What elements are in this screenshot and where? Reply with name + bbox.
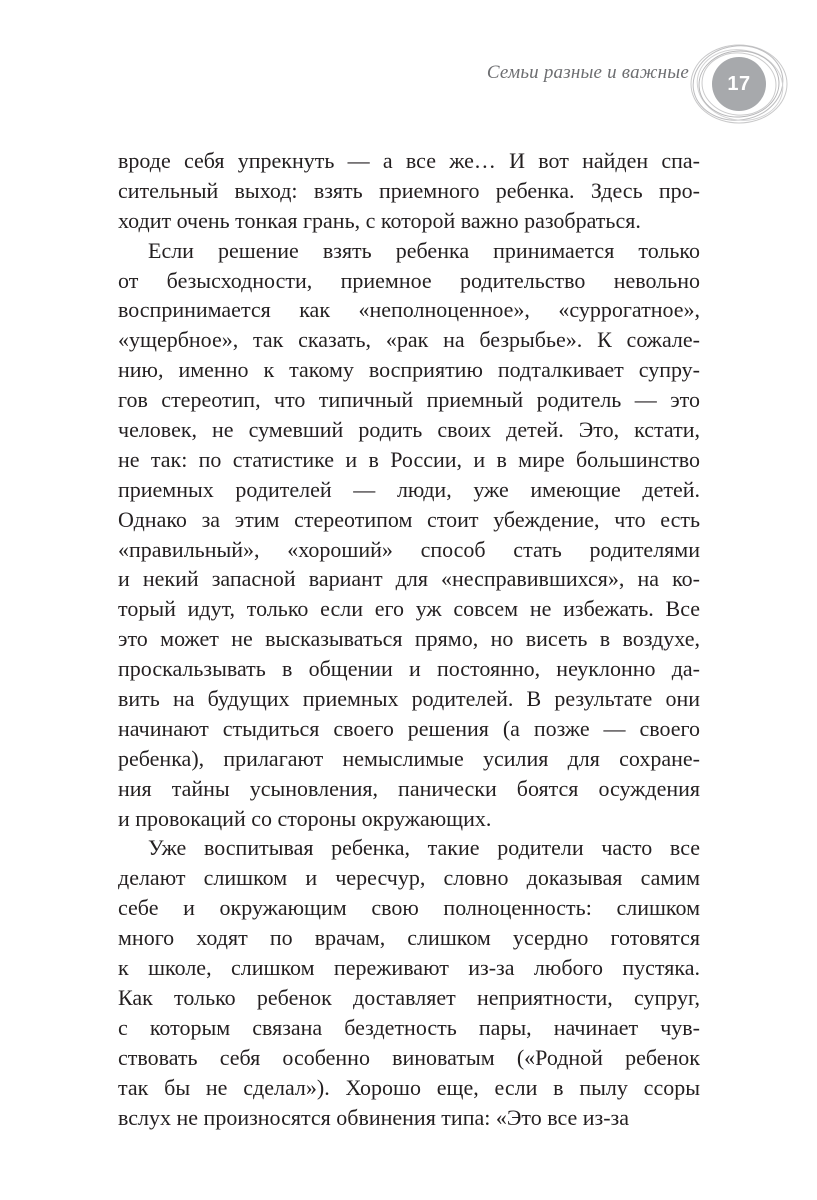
paragraph bbox=[118, 236, 700, 834]
text-line: это может не высказываться прямо, но висеть в воздухе, bbox=[118, 626, 700, 652]
text-line: нию, именно к такому восприятию подталкивает супру- bbox=[118, 357, 700, 383]
paragraph bbox=[118, 833, 700, 1132]
text-line: «ущербное», так сказать, «рак на безрыбье». К сожале- bbox=[118, 327, 700, 353]
text-line: и некий запасной вариант для «несправившихся», на ко- bbox=[118, 566, 700, 592]
page-number-badge bbox=[687, 42, 791, 126]
text-line: вроде себя упрекнуть — а все же… И вот найден спа- bbox=[118, 148, 700, 173]
text-line: ствовать себя особенно виноватым («Родной ребенок bbox=[118, 1044, 700, 1070]
text-line: проскальзывать в общении и постоянно, неуклонно да- bbox=[118, 656, 700, 682]
text-line: гов стереотип, что типичный приемный родитель — это bbox=[118, 387, 700, 413]
text-line: много ходят по врачам, слишком усердно готовятся bbox=[118, 925, 700, 951]
text-line: и провокаций со стороны окружающих. bbox=[118, 805, 492, 831]
running-title: Семьи разные и важные bbox=[486, 62, 689, 83]
text-line: себе и окружающим свою полноценность: слишком bbox=[118, 895, 700, 921]
text-line: ния тайны усыновления, панически боятся осуждения bbox=[118, 775, 700, 801]
text-line: вслух не произносятся обвинения типа: «Это все из-за bbox=[118, 1104, 629, 1130]
text-line: так бы не сделал»). Хорошо еще, если в пылу ссоры bbox=[118, 1074, 700, 1100]
text-line: не так: по статистике и в России, и в мире большинство bbox=[118, 446, 700, 472]
text-line: Если решение взять ребенка принимается только bbox=[148, 237, 700, 263]
text-line: вить на будущих приемных родителей. В результате они bbox=[118, 686, 700, 712]
text-line: воспринимается как «неполноценное», «суррогатное», bbox=[118, 297, 700, 323]
text-line: торый идут, только если его уж совсем не избежать. Все bbox=[118, 596, 700, 622]
text-line: человек, не сумевший родить своих детей. Это, кстати, bbox=[118, 417, 700, 443]
text-line: приемных родителей — люди, уже имеющие детей. bbox=[118, 476, 700, 502]
text-line: ходит очень тонкая грань, с которой важно разобраться. bbox=[118, 207, 641, 233]
text-line: Уже воспитывая ребенка, такие родители часто все bbox=[148, 835, 700, 861]
text-line: к школе, слишком переживают из-за любого пустяка. bbox=[118, 955, 700, 981]
text-line: начинают стыдиться своего решения (а позже — своего bbox=[118, 715, 700, 741]
text-line: от безысходности, приемное родительство невольно bbox=[118, 267, 700, 293]
page-number: 17 bbox=[727, 73, 751, 95]
body-text bbox=[118, 146, 700, 1132]
text-line: с которым связана бездетность пары, начинает чув- bbox=[118, 1014, 700, 1040]
text-line: Как только ребенок доставляет неприятности, супруг, bbox=[118, 984, 700, 1010]
text-line: ребенка), прилагают немыслимые усилия для сохране- bbox=[118, 745, 700, 771]
text-line: сительный выход: взять приемного ребенка. Здесь про- bbox=[118, 177, 700, 203]
text-line: «правильный», «хороший» способ стать родителями bbox=[118, 536, 700, 562]
text-line: Однако за этим стереотипом стоит убеждение, что есть bbox=[118, 506, 700, 532]
paragraph bbox=[118, 146, 700, 236]
text-line: делают слишком и чересчур, словно доказывая самим bbox=[118, 865, 700, 891]
